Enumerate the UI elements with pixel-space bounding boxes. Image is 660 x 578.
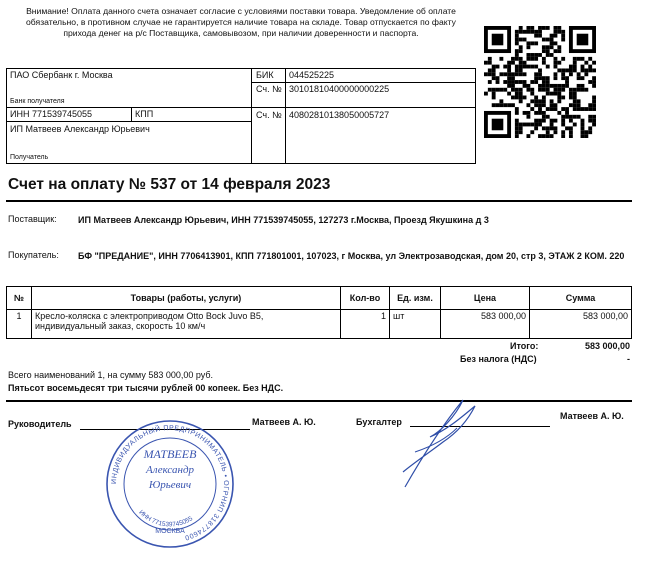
table-row — [7, 310, 632, 339]
col-goods-header: Товары (работы, услуги) — [32, 287, 341, 310]
stamp-city: МОСКВА — [155, 528, 185, 535]
amount-in-words: Пятьсот восемьдесят три тысячи рублей 00 копеек. Без НДС. — [8, 383, 284, 393]
invoice-title: Счет на оплату № 537 от 14 февраля 2023 — [8, 176, 331, 193]
svg-text:ИНН 771539745055 — [137, 509, 194, 528]
stamp-line-1: МАТВЕЕВ — [143, 447, 197, 461]
signature-drawing — [385, 392, 485, 492]
stamp-ring-text: ИНДИВИДУАЛЬНЫЙ ПРЕДПРИНИМАТЕЛЬ • ОГРНИП 318774600 — [110, 424, 230, 541]
row-qty: 1 — [341, 310, 390, 339]
qr-code — [484, 26, 596, 138]
buyer-label: Покупатель: — [8, 250, 59, 260]
accountant-name: Матвеев А. Ю. — [560, 411, 624, 421]
row-sum: 583 000,00 — [530, 310, 632, 339]
account-value: 40802810138050005727 — [289, 110, 390, 120]
recipient-label: Получатель — [10, 154, 49, 161]
total-label: Итого: — [510, 341, 539, 351]
recipient-name: ИП Матвеев Александр Юрьевич — [10, 124, 150, 134]
bik-label: БИК — [256, 70, 274, 80]
vat-label: Без налога (НДС) — [460, 354, 537, 364]
bank-name: ПАО Сбербанк г. Москва — [10, 70, 113, 80]
payment-notice: Внимание! Оплата данного счета означает согласие с условиями поставки товара. Уведомление об оплате обязательно, в противном случае не гарантируется наличие товара на складе. Товар отпускается по факту прихода денег на р/с Поставщика, самовывозом, при наличии доверенности и паспорта. — [26, 6, 456, 38]
stamp-inn: ИНН 771539745055 — [137, 508, 195, 529]
items-table — [6, 286, 632, 339]
accountant-label: Бухгалтер — [356, 417, 402, 427]
vat-value: - — [627, 354, 630, 364]
row-unit: шт — [390, 310, 441, 339]
table-header-row — [7, 287, 632, 310]
bank-recipient-label: Банк получателя — [10, 98, 65, 105]
supplier-text: ИП Матвеев Александр Юрьевич, ИНН 771539745055, 127273 г.Москва, Проезд Якушкина д 3 — [78, 215, 489, 225]
summary-divider — [6, 400, 632, 402]
col-unit-header: Ед. изм. — [390, 287, 441, 310]
kpp-label: КПП — [135, 109, 154, 119]
row-price: 583 000,00 — [441, 310, 530, 339]
row-number: 1 — [7, 310, 32, 339]
buyer-text: БФ "ПРЕДАНИЕ", ИНН 7706413901, КПП 771801001, 107023, г Москва, ул Электрозаводская, дом 20, стр 3, ЭТАЖ 2 КОМ. 220 — [78, 251, 625, 261]
col-price-header: Цена — [441, 287, 530, 310]
items-count-line: Всего наименований 1, на сумму 583 000,00 руб. — [8, 370, 214, 380]
stamp-line-2: Александр — [145, 464, 195, 476]
head-label: Руководитель — [8, 419, 72, 429]
col-number-header: № — [7, 287, 32, 310]
title-divider — [6, 200, 632, 202]
bank-details-table — [6, 68, 476, 164]
total-value: 583 000,00 — [584, 341, 630, 351]
corr-account-value: 30101810400000000225 — [289, 84, 390, 94]
company-stamp — [104, 418, 236, 550]
row-goods: Кресло-коляска с электроприводом Otto Bock Juvo B5, индивидуальный заказ, скорость 10 км/ч — [32, 310, 341, 339]
bik-value: 044525225 — [289, 70, 335, 80]
col-sum-header: Сумма — [530, 287, 632, 310]
head-name: Матвеев А. Ю. — [252, 417, 316, 427]
corr-account-label: Сч. № — [256, 84, 282, 94]
inn-value: ИНН 771539745055 — [10, 109, 93, 119]
stamp-line-3: Юрьевич — [148, 479, 192, 491]
supplier-label: Поставщик: — [8, 214, 57, 224]
account-label: Сч. № — [256, 110, 282, 120]
col-qty-header: Кол-во — [341, 287, 390, 310]
